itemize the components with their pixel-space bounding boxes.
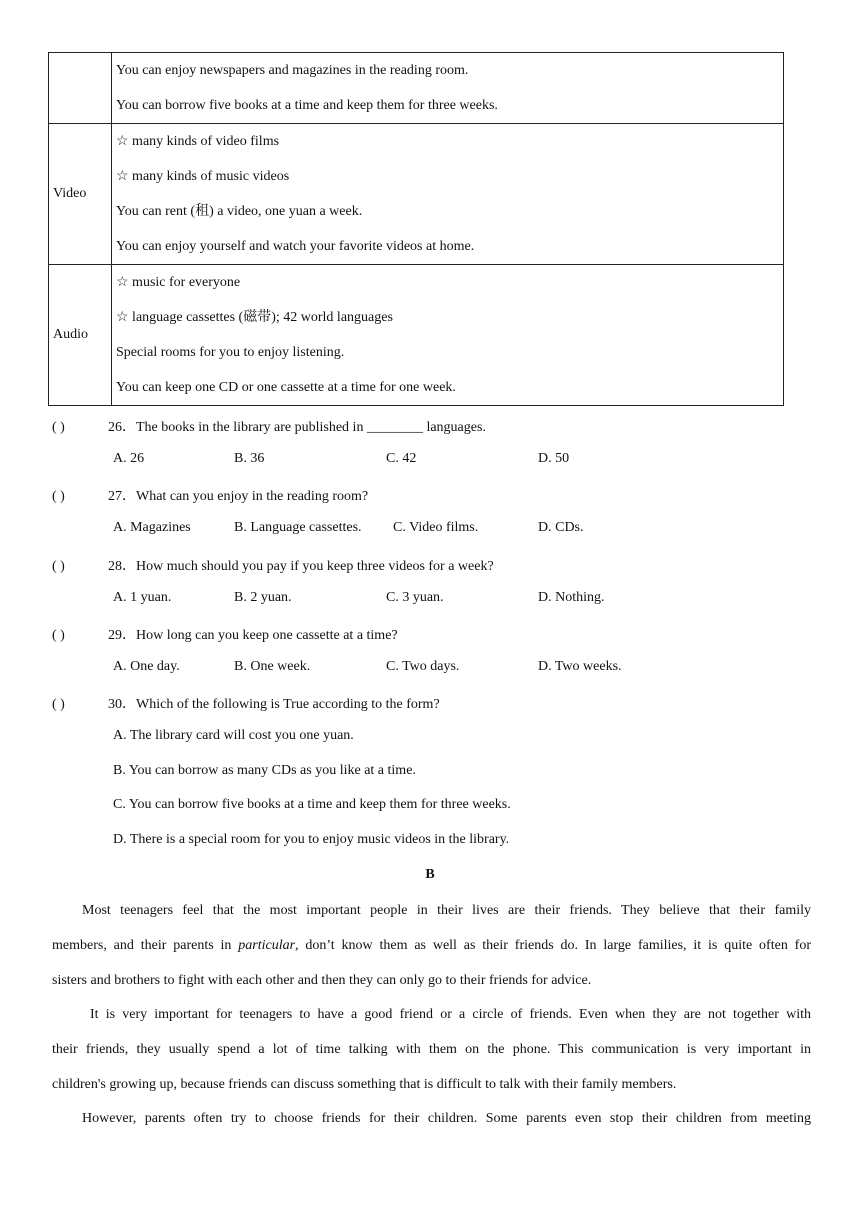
option-c: C. Two days. [386, 659, 460, 674]
library-services-table [48, 52, 784, 406]
table-line: ☆ language cassettes (磁带); 42 world languages [116, 310, 393, 325]
table-line: You can borrow five books at a time and keep them for three weeks. [116, 98, 498, 113]
table-line: ☆ many kinds of music videos [116, 169, 290, 184]
paragraph-2 [52, 997, 811, 1102]
option-c: C. You can borrow five books at a time and keep them for three weeks. [113, 797, 511, 812]
option-a: A. 1 yuan. [113, 590, 172, 605]
paragraph-line: children's growing up, because friends can discuss something that is difficult to talk with their family members. [52, 1077, 677, 1092]
answer-blank[interactable]: ( ) [52, 489, 65, 504]
answer-blank[interactable]: ( ) [52, 628, 65, 643]
answer-blank[interactable]: ( ) [52, 420, 65, 435]
question-text: What can you enjoy in the reading room? [136, 489, 369, 504]
option-a: A. Magazines [113, 520, 191, 535]
option-c: C. Video films. [393, 520, 479, 535]
paragraph-line: Most teenagers feel that the most important people in their lives are their friends. They believe that their family [82, 903, 811, 918]
table-line: ☆ music for everyone [116, 275, 241, 290]
option-d: D. CDs. [538, 520, 584, 535]
question-30 [52, 693, 440, 713]
table-line: You can rent (租) a video, one yuan a week. [116, 204, 363, 219]
table-line: Special rooms for you to enjoy listening. [116, 345, 345, 360]
content-cell [112, 124, 784, 265]
option-a: A. 26 [113, 451, 145, 466]
option-d: D. There is a special room for you to enjoy music videos in the library. [113, 832, 510, 847]
question-26 [52, 416, 486, 436]
table-row [49, 265, 784, 406]
option-a: A. One day. [113, 659, 180, 674]
question-text: Which of the following is True according to the form? [136, 697, 440, 712]
option-b: B. 2 yuan. [234, 590, 292, 605]
table-row [49, 124, 784, 265]
option-d: D. Two weeks. [538, 659, 622, 674]
question-text: How long can you keep one cassette at a time? [136, 628, 398, 643]
question-29 [52, 624, 398, 644]
option-a: A. The library card will cost you one yuan. [113, 728, 354, 743]
category-cell: Audio [49, 265, 112, 406]
question-number: 26． [108, 420, 136, 435]
question-number: 27． [108, 489, 136, 504]
table-line: You can enjoy yourself and watch your favorite videos at home. [116, 239, 475, 254]
question-28 [52, 555, 494, 575]
option-b: B. One week. [234, 659, 311, 674]
question-27 [52, 485, 368, 505]
table-line: ☆ many kinds of video films [116, 134, 280, 149]
paragraph-line: It is very important for teenagers to have a good friend or a circle of friends. Even when they are not together with [90, 1007, 811, 1022]
question-number: 28． [108, 559, 136, 574]
option-c: C. 42 [386, 451, 417, 466]
content-cell [112, 265, 784, 406]
category-cell [49, 53, 112, 124]
option-d: D. Nothing. [538, 590, 605, 605]
answer-blank[interactable]: ( ) [52, 559, 65, 574]
table-line: You can enjoy newspapers and magazines in the reading room. [116, 63, 469, 78]
option-c: C. 3 yuan. [386, 590, 444, 605]
table-row [49, 53, 784, 124]
question-number: 30． [108, 697, 136, 712]
paragraph-1 [52, 893, 811, 998]
emphasized-word: particular [238, 938, 296, 953]
question-number: 29． [108, 628, 136, 643]
paragraph-line: members, and their parents in particular, don’t know them as well as their friends do. In large families, it is quite often for [52, 938, 811, 953]
section-title: B [425, 867, 435, 882]
content-cell [112, 53, 784, 124]
option-b: B. You can borrow as many CDs as you like at a time. [113, 763, 416, 778]
question-text: The books in the library are published in ________ languages. [136, 420, 486, 435]
option-d: D. 50 [538, 451, 570, 466]
question-text: How much should you pay if you keep three videos for a week? [136, 559, 494, 574]
option-b: B. 36 [234, 451, 265, 466]
paragraph-3 [52, 1101, 811, 1136]
paragraph-line: their friends, they usually spend a lot of time talking with them on the phone. This communication is very important in [52, 1042, 811, 1057]
answer-blank[interactable]: ( ) [52, 697, 65, 712]
paragraph-line: However, parents often try to choose friends for their children. Some parents even stop their children from meeting [82, 1111, 811, 1126]
table-line: You can keep one CD or one cassette at a time for one week. [116, 380, 456, 395]
option-b: B. Language cassettes. [234, 520, 362, 535]
category-cell: Video [49, 124, 112, 265]
paragraph-line: sisters and brothers to fight with each other and then they can only go to their friends for advice. [52, 973, 592, 988]
